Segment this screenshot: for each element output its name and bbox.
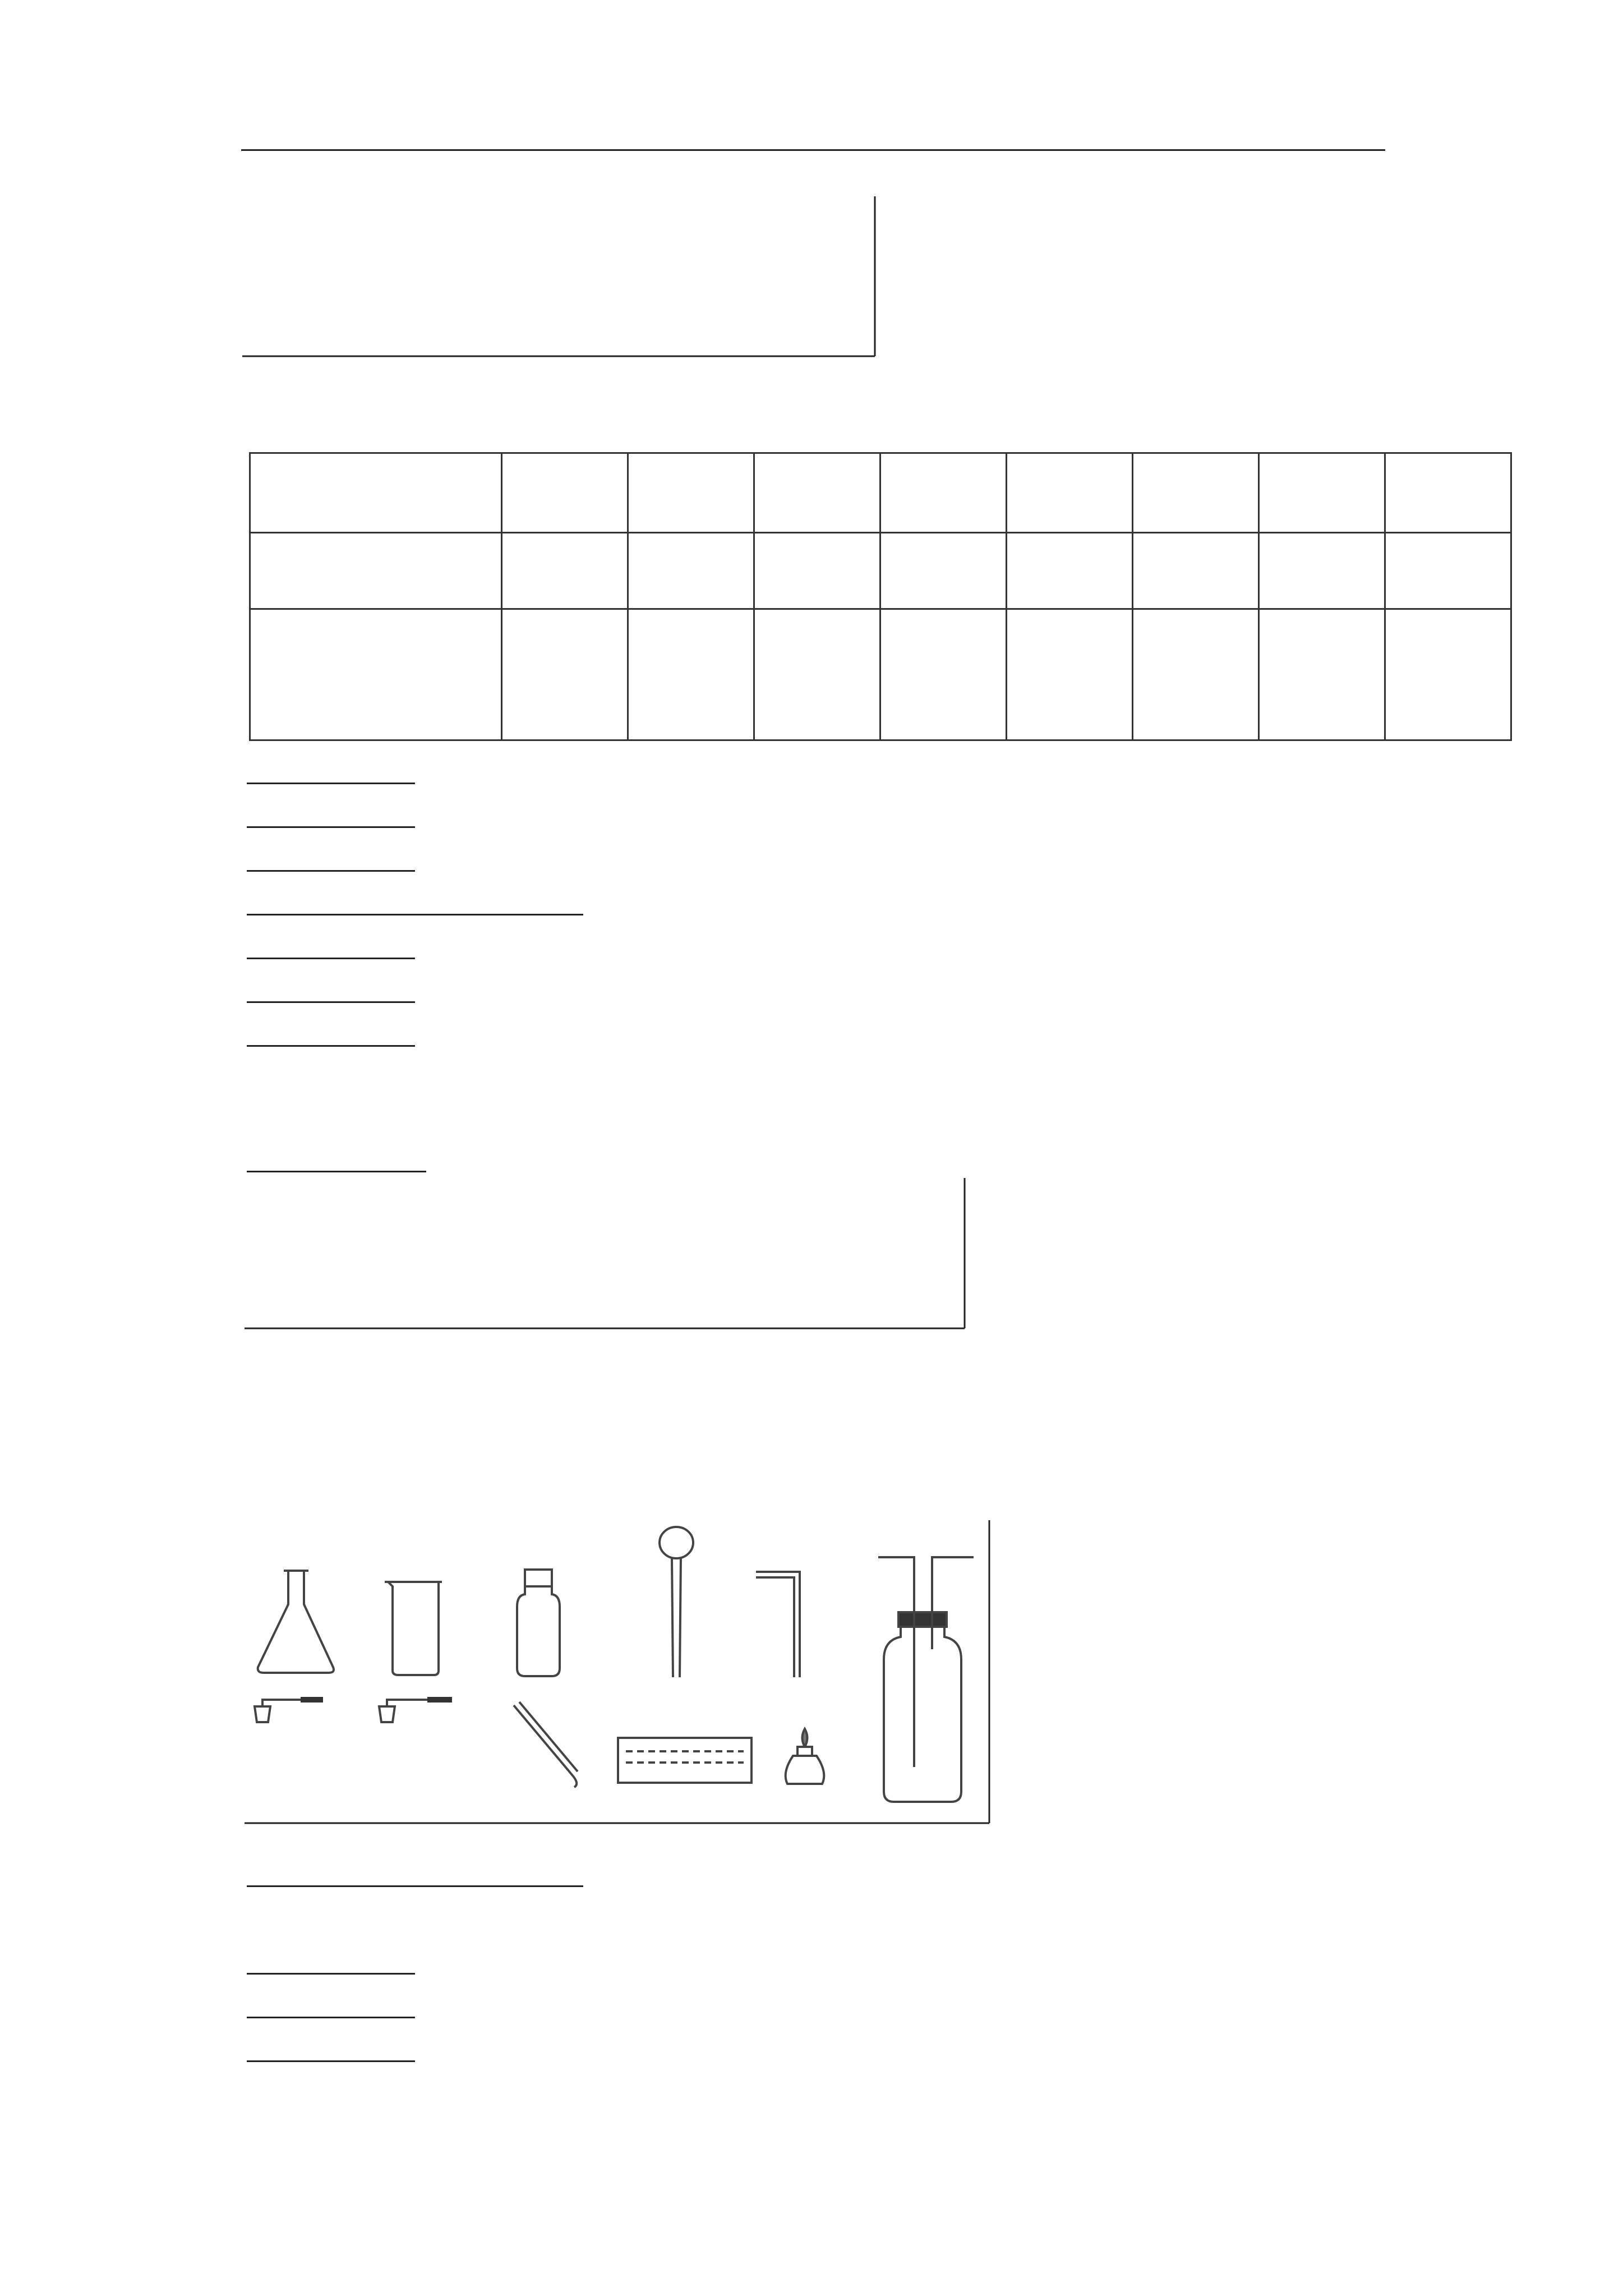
q27-sub3 [247,1993,415,2026]
name-cell [1007,453,1133,533]
name-cell [628,453,754,533]
row-header-diagram [250,609,502,740]
water-trough-icon [618,1738,751,1783]
atom-diagram [504,610,625,733]
name-cell [1133,453,1259,533]
answer-blank[interactable] [247,1148,426,1172]
answer-blank[interactable] [415,891,583,915]
conical-flask-icon [258,1571,334,1673]
answer-blank[interactable] [247,2038,415,2062]
gas-bottle-icon [517,1570,560,1676]
atom-structure-diagram-strip [241,191,886,365]
curved-glass-tube-icon [514,1702,578,1787]
diagram-cell [1133,609,1259,740]
symbol-cell [1133,533,1259,609]
atom-diagram [1009,610,1130,733]
name-cell [1385,453,1511,533]
q25-sub2 [247,802,415,836]
lab-apparatus-figure [245,1520,996,1834]
diagram-cell [880,609,1007,740]
symbol-cell [1007,533,1133,609]
name-cell [754,453,880,533]
q25-sub3-line1 [247,846,415,880]
gas-washing-bottle-icon [878,1557,974,1802]
answer-blank[interactable] [247,804,415,828]
symbol-cell [754,533,880,609]
atom-diagram [1387,610,1509,733]
q25-sub4 [247,977,415,1011]
atom-diagram [630,610,751,733]
answer-blank[interactable] [247,1023,415,1047]
answer-blank[interactable] [415,1863,583,1887]
atom-diagram [883,610,1004,733]
q25-sub3-line2 [247,890,583,923]
thistle-funnel-icon [660,1527,693,1677]
name-cell [880,453,1007,533]
symbol-cell [880,533,1007,609]
diagram-cell [1385,609,1511,740]
row-header-symbol [250,533,502,609]
answer-blank[interactable] [247,891,415,915]
alcohol-lamp-icon [786,1729,824,1784]
q27-sub2-line2 [247,1949,415,1982]
q25-sub3-line3 [247,933,415,967]
answer-blank[interactable] [247,1863,415,1887]
stopper-tube-icon [255,1700,323,1722]
diagram-cell [754,609,880,740]
diagram-cell [1259,609,1385,740]
row-header-name [250,453,502,533]
symbol-cell [502,533,628,609]
answer-blank[interactable] [247,760,415,784]
q27-sub1 [247,1861,583,1895]
answer-blank[interactable] [247,935,415,959]
q26-line2 [247,1147,426,1180]
name-cell [502,453,628,533]
diagram-cell [628,609,754,740]
atom-diagram [757,610,878,733]
answer-blank[interactable] [247,979,415,1003]
q25-sub1 [247,758,415,792]
atom-diagram [1261,610,1382,733]
diagram-cell [1007,609,1133,740]
answer-blank[interactable] [247,1950,415,1975]
name-cell [1259,453,1385,533]
answer-blank[interactable] [247,1994,415,2018]
beaker-icon [385,1582,442,1675]
q27-sub4 [247,2036,415,2070]
answer-blank[interactable] [247,848,415,872]
element-table [249,452,1512,741]
header-rule [241,149,1385,151]
symbol-cell [1385,533,1511,609]
symbol-cell [628,533,754,609]
atom-diagram [1135,610,1256,733]
q25-sub5 [247,1021,415,1055]
symbol-cell [1259,533,1385,609]
bent-glass-tube-icon [756,1572,800,1677]
diagram-cell [502,609,628,740]
molecule-boxes-figure [245,1178,974,1341]
stopper-tube-icon [379,1700,452,1722]
